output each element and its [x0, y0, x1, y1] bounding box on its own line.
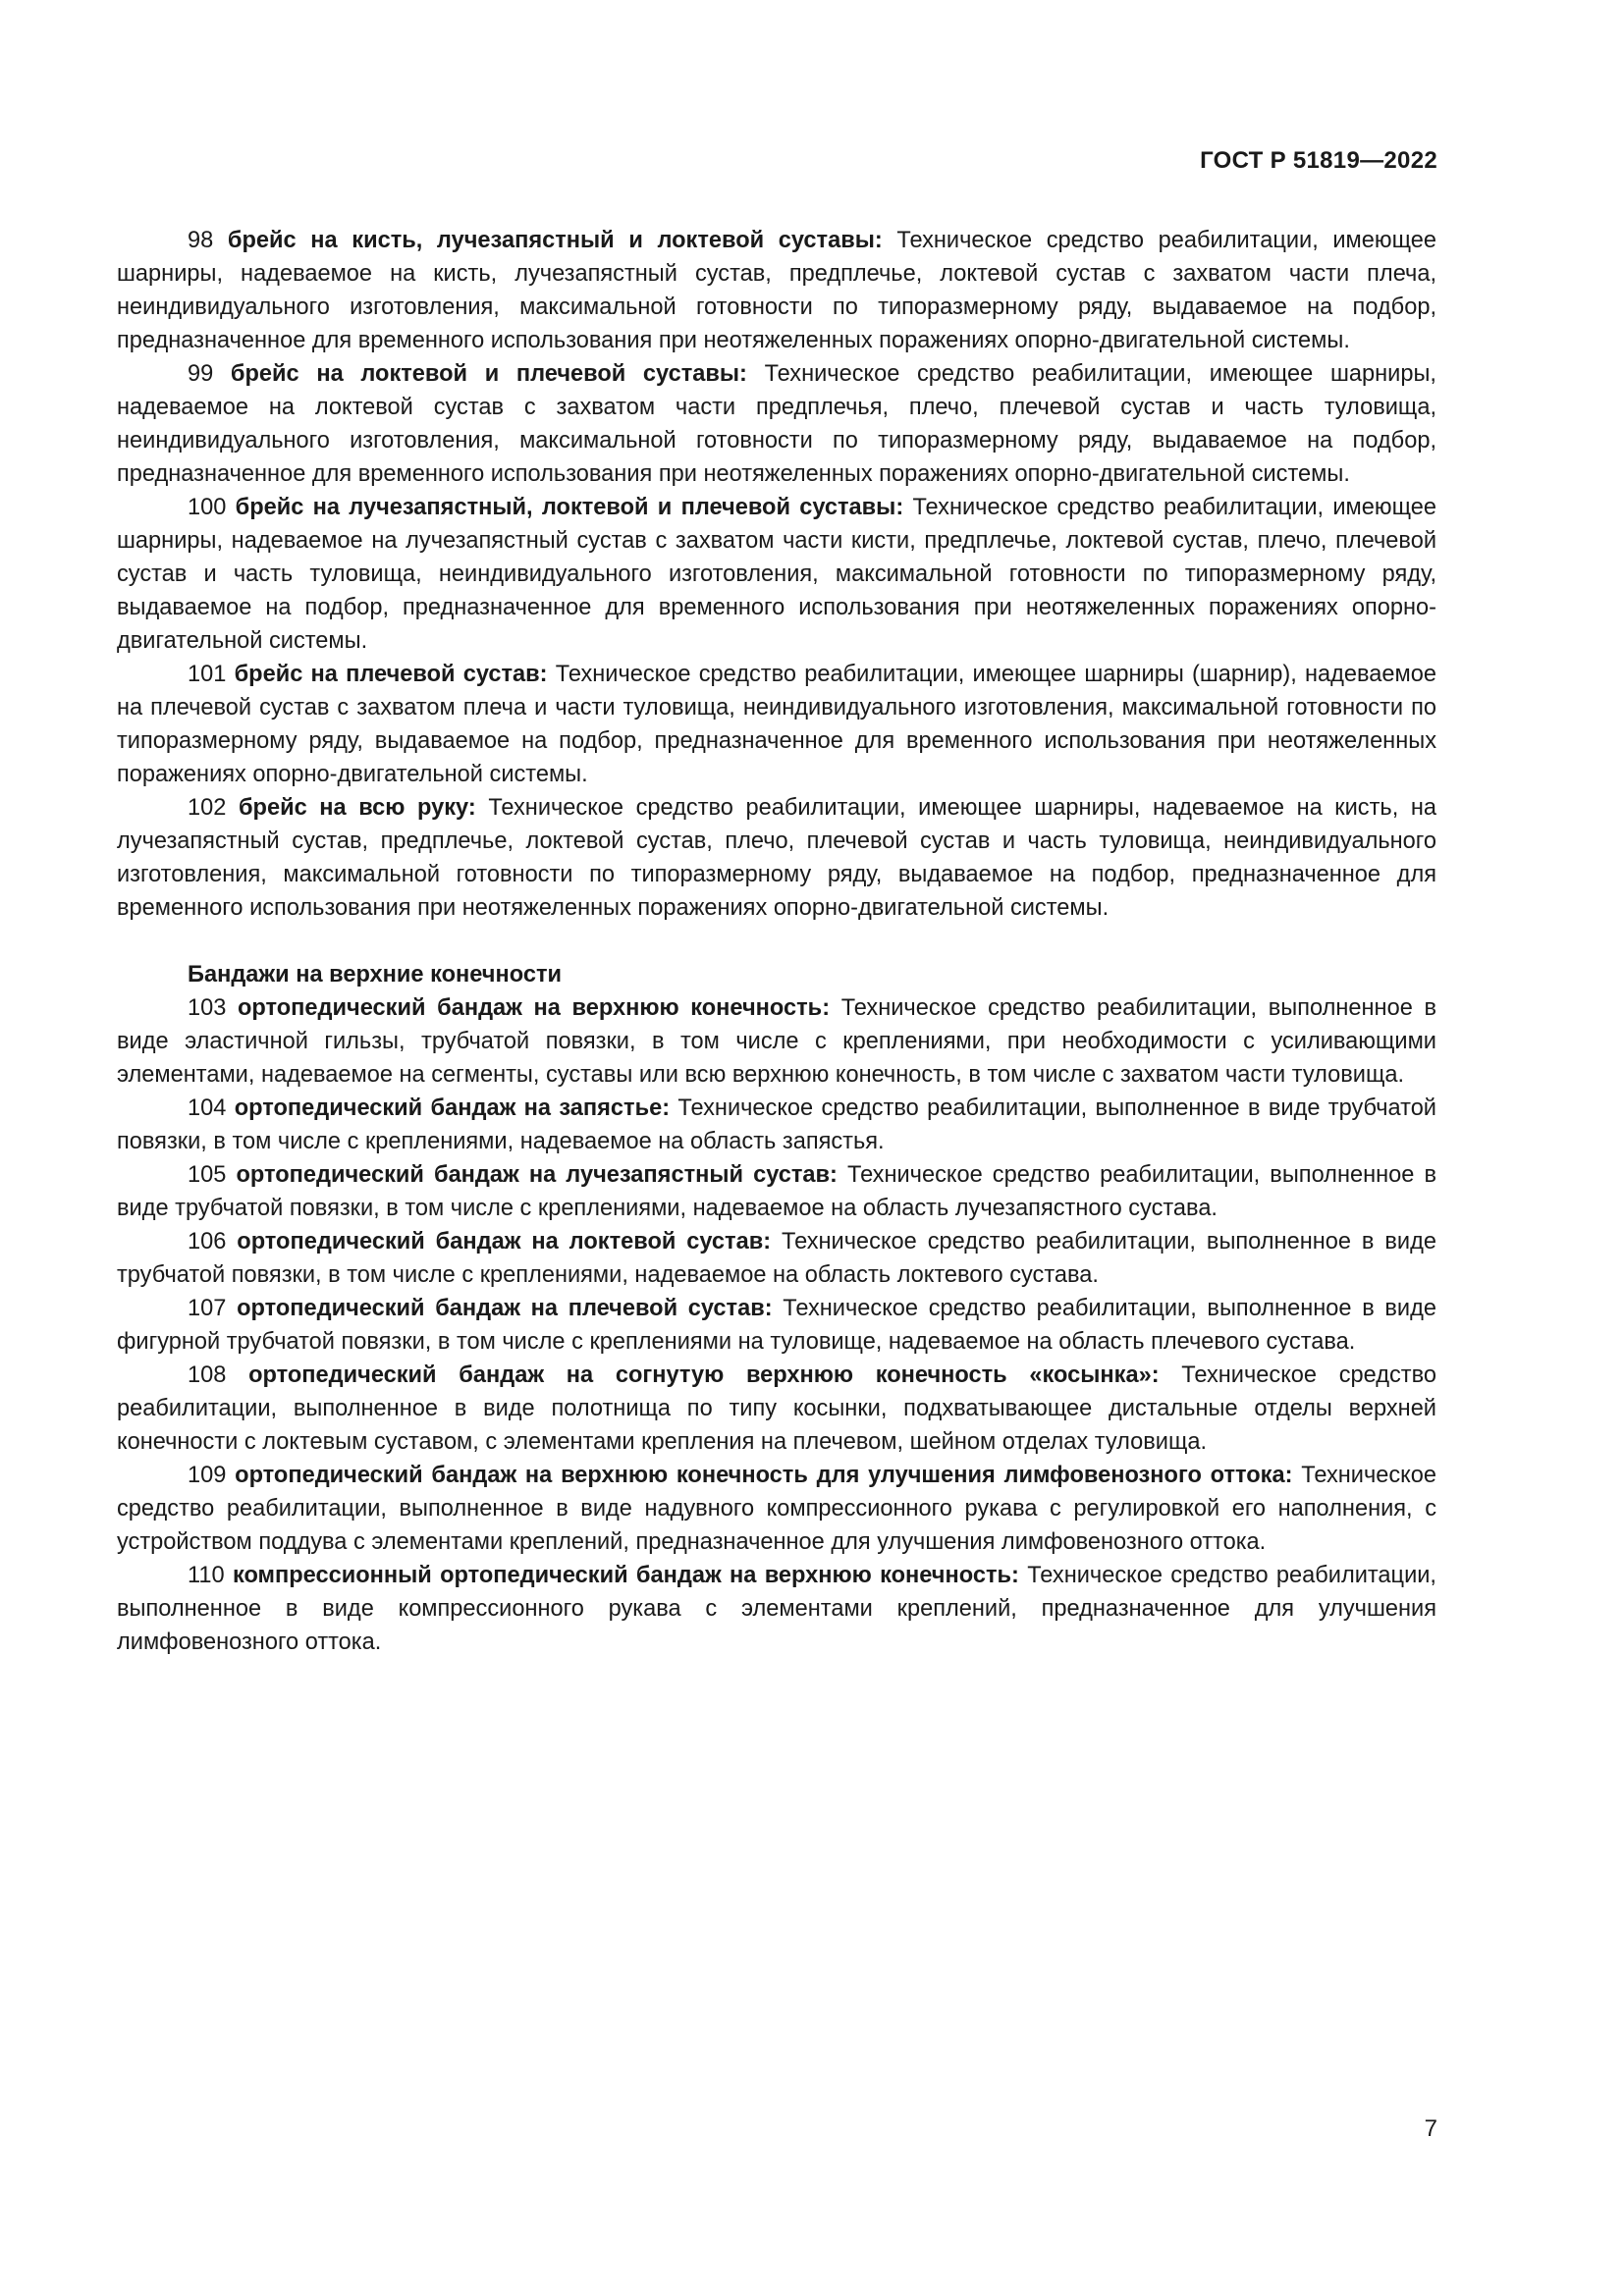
term-definition: Техническое средство реабилитации, выполненное в виде компрессионного рукава с элементами креплений, предназначенное для улучшения лимфовенозного оттока.	[117, 1563, 1436, 1655]
term-number: 98	[188, 228, 214, 253]
term-title: ортопедический бандаж на лучезапястный сустав:	[236, 1162, 838, 1188]
term-definition: Техническое средство реабилитации, выполненное в виде трубчатой повязки, в том числе с креплениями, надеваемое на область локтевого сустава.	[117, 1229, 1436, 1288]
term-title: ортопедический бандаж на верхнюю конечность для улучшения лимфовенозного оттока:	[235, 1463, 1293, 1488]
term-entry	[117, 1092, 1436, 1158]
term-title: брейс на локтевой и плечевой суставы:	[230, 361, 747, 387]
term-number: 103	[188, 995, 227, 1021]
term-entry	[117, 1158, 1436, 1225]
term-number: 110	[188, 1563, 225, 1588]
term-entry	[117, 1225, 1436, 1292]
term-entry	[117, 357, 1436, 491]
term-definition: Техническое средство реабилитации, имеющее шарниры, надеваемое на кисть, на лучезапястный сустав, предплечье, локтевой сустав, плечо, плечевой сустав и часть туловища, неиндивидуального изготовления, максимальной готовности по типоразмерному ряду, выдаваемое на подбор, предназначенное для временного использования при неотяжеленных поражениях опорно-двигательной системы.	[117, 795, 1436, 921]
section-heading: Бандажи на верхние конечности	[188, 962, 563, 988]
term-number: 106	[188, 1229, 227, 1255]
term-entry	[117, 224, 1436, 357]
term-entry	[117, 658, 1436, 791]
term-entry	[117, 1559, 1436, 1659]
term-definition: Техническое средство реабилитации, имеющее шарниры (шарнир), надеваемое на плечевой сустав с захватом плеча и части туловища, неиндивидуального изготовления, максимальной готовности по типоразмерному ряду, выдаваемое на подбор, предназначенное для временного использования при неотяжеленных поражениях опорно-двигательной системы.	[117, 662, 1436, 787]
term-definition: Техническое средство реабилитации, выполненное в виде трубчатой повязки, в том числе с креплениями, надеваемое на область запястья.	[117, 1095, 1436, 1154]
term-title: ортопедический бандаж на плечевой сустав:	[237, 1296, 773, 1321]
term-list-bandages	[117, 991, 1436, 1659]
term-definition: Техническое средство реабилитации, выполненное в виде эластичной гильзы, трубчатой повязки, в том числе с креплениями, при необходимости с усиливающими элементами, надеваемое на сегменты, суставы или всю верхнюю конечность, в том числе с захватом части туловища.	[117, 995, 1436, 1088]
term-title: ортопедический бандаж на согнутую верхнюю конечность «косынка»:	[248, 1362, 1160, 1388]
term-number: 102	[188, 795, 227, 821]
term-number: 104	[188, 1095, 227, 1121]
term-number: 100	[188, 495, 227, 520]
term-definition: Техническое средство реабилитации, имеющее шарниры, надеваемое на кисть, лучезапястный сустав, предплечье, локтевой сустав с захватом части плеча, неиндивидуального изготовления, максимальной готовности по типоразмерному ряду, выдаваемое на подбор, предназначенное для временного использования при неотяжеленных поражениях опорно-двигательной системы.	[117, 228, 1436, 353]
term-entry	[117, 1292, 1436, 1359]
term-number: 101	[188, 662, 227, 687]
term-entry	[117, 991, 1436, 1092]
term-definition: Техническое средство реабилитации, выполненное в виде надувного компрессионного рукава с регулировкой его наполнения, с устройством поддува с элементами креплений, предназначенное для улучшения лимфовенозного оттока.	[117, 1463, 1436, 1555]
term-number: 99	[188, 361, 214, 387]
term-definition: Техническое средство реабилитации, выполненное в виде фигурной трубчатой повязки, в том числе с креплениями на туловище, надеваемое на область плечевого сустава.	[117, 1296, 1437, 1355]
document-body	[117, 224, 1436, 1659]
term-list-braces	[117, 224, 1436, 925]
term-definition: Техническое средство реабилитации, выполненное в виде трубчатой повязки, в том числе с креплениями, надеваемое на область лучезапястного сустава.	[117, 1162, 1436, 1221]
term-number: 108	[188, 1362, 227, 1388]
term-title: ортопедический бандаж на локтевой сустав:	[237, 1229, 772, 1255]
term-entry	[117, 791, 1436, 925]
term-entry	[117, 1459, 1436, 1559]
term-number: 105	[188, 1162, 227, 1188]
term-entry	[117, 491, 1436, 658]
term-title: брейс на всю руку:	[238, 795, 476, 821]
term-title: брейс на плечевой сустав:	[234, 662, 548, 687]
term-title: компрессионный ортопедический бандаж на верхнюю конечность:	[232, 1563, 1019, 1588]
term-number: 107	[188, 1296, 227, 1321]
term-title: брейс на кисть, лучезапястный и локтевой суставы:	[227, 228, 883, 253]
term-definition: Техническое средство реабилитации, выполненное в виде полотнища по типу косынки, подхватывающее дистальные отделы верхней конечности с локтевым суставом, с элементами крепления на плечевом, шейном отделах туловища.	[117, 1362, 1437, 1455]
term-definition: Техническое средство реабилитации, имеющее шарниры, надеваемое на лучезапястный сустав с захватом части кисти, предплечье, локтевой сустав, плечо, плечевой сустав и часть туловища, неиндивидуального изготовления, максимальной готовности по типоразмерному ряду, выдаваемое на подбор, предназначенное для временного использования при неотяжеленных поражениях опорно-двигательной системы.	[117, 495, 1436, 654]
term-entry	[117, 1359, 1436, 1459]
term-title: брейс на лучезапястный, локтевой и плечевой суставы:	[235, 495, 904, 520]
term-definition: Техническое средство реабилитации, имеющее шарниры, надеваемое на локтевой сустав с захватом части предплечья, плечо, плечевой сустав и часть туловища, неиндивидуального изготовления, максимальной готовности по типоразмерному ряду, выдаваемое на подбор, предназначенное для временного использования при неотяжеленных поражениях опорно-двигательной системы.	[117, 361, 1436, 487]
term-number: 109	[188, 1463, 227, 1488]
page-number: 7	[1424, 2115, 1437, 2142]
term-title: ортопедический бандаж на верхнюю конечность:	[238, 995, 831, 1021]
document-code: ГОСТ Р 51819—2022	[1200, 147, 1437, 174]
term-title: ортопедический бандаж на запястье:	[234, 1095, 671, 1121]
